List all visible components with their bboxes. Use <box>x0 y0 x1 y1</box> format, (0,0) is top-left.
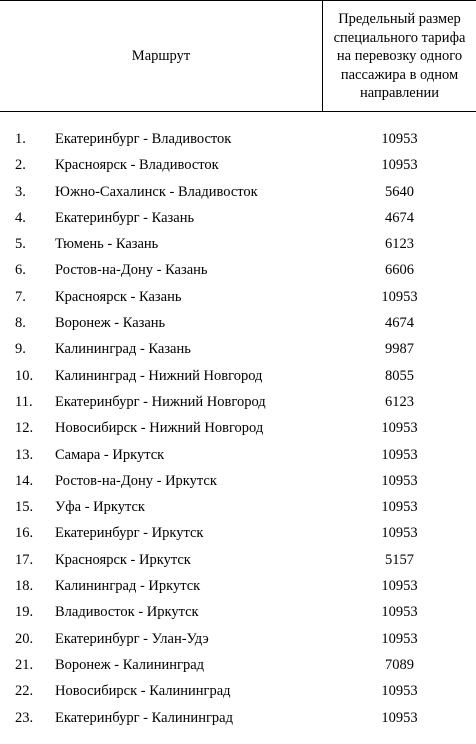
rate-cell: 5640 <box>385 183 414 200</box>
rate-header-line: направлении <box>359 85 440 101</box>
row-number: 1. <box>15 131 26 147</box>
rate-cell: 10953 <box>381 499 418 516</box>
row-number: 7. <box>15 288 26 305</box>
table-row <box>0 284 476 310</box>
rate-cell: 7089 <box>385 656 414 673</box>
route-cell: Калининград - Иркутск <box>55 578 201 595</box>
table-row <box>0 336 476 362</box>
table-row <box>0 599 476 625</box>
rate-cell: 10953 <box>381 709 418 726</box>
route-cell: Красноярск - Казань <box>55 288 182 305</box>
row-number: 9. <box>15 341 26 358</box>
route-cell: Екатеринбург - Владивосток <box>55 131 232 147</box>
rate-header-line: пассажира в одном <box>340 66 459 83</box>
row-number: 22. <box>15 683 34 700</box>
table-row <box>0 310 476 336</box>
table-row <box>0 468 476 494</box>
rate-cell: 9987 <box>385 341 414 358</box>
rate-cell: 4674 <box>385 315 414 332</box>
table-row <box>0 547 476 573</box>
row-number: 2. <box>15 157 26 174</box>
table-row <box>0 652 476 678</box>
row-number: 5. <box>15 236 26 253</box>
row-number: 13. <box>15 446 34 463</box>
route-cell: Южно-Сахалинск - Владивосток <box>55 183 258 200</box>
table-row <box>0 442 476 468</box>
row-number: 19. <box>15 604 34 621</box>
rate-cell: 10953 <box>381 683 418 700</box>
route-cell: Красноярск - Иркутск <box>55 551 191 568</box>
row-number: 23. <box>15 709 34 726</box>
table-row <box>0 678 476 704</box>
rate-cell: 6606 <box>385 262 414 279</box>
table-row <box>0 179 476 205</box>
table-row <box>0 520 476 546</box>
route-cell: Воронеж - Калининград <box>55 656 205 673</box>
route-cell: Владивосток - Иркутск <box>55 604 199 621</box>
rate-cell: 6123 <box>385 393 414 410</box>
row-number: 20. <box>15 630 34 647</box>
rate-cell: 10953 <box>381 525 418 542</box>
route-cell: Новосибирск - Нижний Новгород <box>55 420 264 437</box>
row-number: 6. <box>15 262 26 279</box>
row-number: 16. <box>15 525 34 542</box>
route-cell: Екатеринбург - Иркутск <box>55 525 204 542</box>
rate-cell: 6123 <box>385 236 414 253</box>
table-row <box>0 494 476 520</box>
route-column-header: Маршрут <box>131 48 191 64</box>
route-cell: Екатеринбург - Казань <box>55 209 195 226</box>
route-cell: Ростов-на-Дону - Иркутск <box>55 472 217 489</box>
row-number: 18. <box>15 578 34 595</box>
row-number: 21. <box>15 656 34 673</box>
rate-header-line: специального тарифа <box>333 29 466 46</box>
row-number: 8. <box>15 315 26 332</box>
table-body <box>0 126 476 731</box>
route-cell: Екатеринбург - Улан-Удэ <box>55 630 209 647</box>
table-row <box>0 363 476 389</box>
row-number: 12. <box>15 420 34 437</box>
route-cell: Уфа - Иркутск <box>55 499 145 516</box>
rate-cell: 10953 <box>381 578 418 595</box>
rate-cell: 10953 <box>381 630 418 647</box>
table-header <box>0 0 476 112</box>
row-number: 3. <box>15 183 26 200</box>
rate-column-header <box>323 10 476 103</box>
row-number: 14. <box>15 472 34 489</box>
route-cell: Екатеринбург - Калининград <box>55 709 233 726</box>
table-row <box>0 389 476 415</box>
rate-cell: 10953 <box>381 446 418 463</box>
table-row <box>0 205 476 231</box>
route-cell: Калининград - Казань <box>55 341 191 358</box>
rate-header-line: Предельный размер <box>338 11 461 27</box>
table-row <box>0 257 476 283</box>
table-row <box>0 415 476 441</box>
rate-cell: 10953 <box>381 288 418 305</box>
rate-cell: 4674 <box>385 209 414 226</box>
rate-cell: 8055 <box>385 367 414 384</box>
route-cell: Калининград - Нижний Новгород <box>55 367 263 384</box>
route-cell: Новосибирск - Калининград <box>55 683 231 700</box>
table-row <box>0 626 476 652</box>
rate-cell: 10953 <box>381 157 418 174</box>
route-cell: Красноярск - Владивосток <box>55 157 219 174</box>
table-row <box>0 152 476 178</box>
route-cell: Екатеринбург - Нижний Новгород <box>55 393 266 410</box>
rate-header-line: на перевозку одного <box>336 48 463 64</box>
row-number: 15. <box>15 499 34 516</box>
table-row <box>0 126 476 152</box>
route-cell: Тюмень - Казань <box>55 236 159 253</box>
route-cell: Ростов-на-Дону - Казань <box>55 262 208 279</box>
row-number: 11. <box>15 393 33 410</box>
row-number: 4. <box>15 209 26 226</box>
rate-cell: 10953 <box>381 472 418 489</box>
table-row <box>0 573 476 599</box>
route-cell: Воронеж - Казань <box>55 315 166 332</box>
rate-cell: 10953 <box>381 420 418 437</box>
rate-cell: 10953 <box>381 131 418 147</box>
rate-cell: 10953 <box>381 604 418 621</box>
row-number: 10. <box>15 367 34 384</box>
route-cell: Самара - Иркутск <box>55 446 165 463</box>
table-row <box>0 705 476 731</box>
row-number: 17. <box>15 551 34 568</box>
table-row <box>0 231 476 257</box>
rate-cell: 5157 <box>385 551 414 568</box>
